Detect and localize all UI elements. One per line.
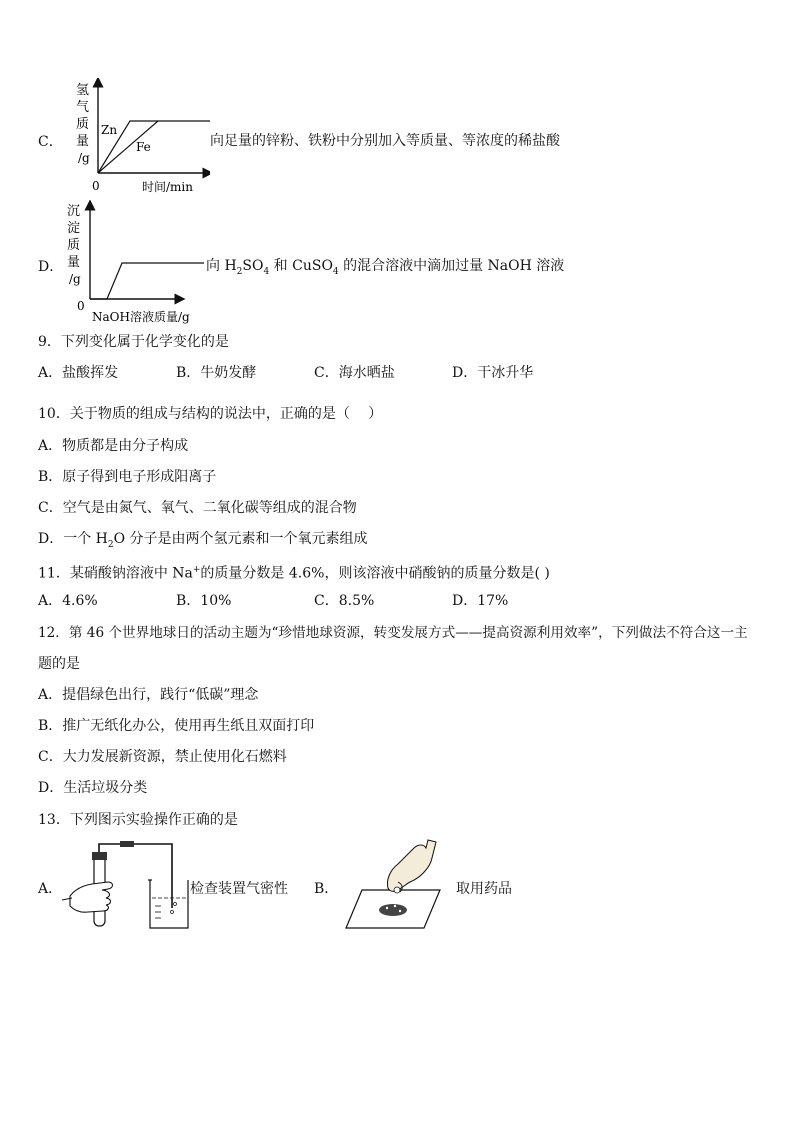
q11-option-d[interactable]: D．17% [452, 593, 509, 609]
q13-airtightness-apparatus-illustration [62, 838, 192, 933]
q13-option-a-label: 检查装置气密性 [190, 881, 288, 897]
q8c-ylabel-1: 氢 [76, 83, 90, 98]
q8d-origin: 0 [77, 299, 85, 313]
q8c-zn-label: Zn [101, 123, 118, 137]
q8-option-d-letter: D． [38, 259, 64, 275]
q8-option-c-graph [70, 78, 210, 198]
q11-option-a[interactable]: A．4.6% [38, 593, 98, 609]
q11-stem: 11．某硝酸钠溶液中 Na+的质量分数是 4.6%，则该溶液中硝酸钠的质量分数是( ) [38, 565, 550, 582]
q11-option-b[interactable]: B．10% [176, 593, 232, 609]
q12-stem-line-2: 题的是 [38, 656, 80, 672]
q10-stem: 10．关于物质的组成与结构的说法中，正确的是（ ） [38, 406, 383, 422]
q8-option-c-description: 向足量的锌粉、铁粉中分别加入等质量、等浓度的稀盐酸 [210, 133, 560, 149]
q8c-ylabel-3: 质 [76, 117, 90, 132]
q13-option-b-letter[interactable]: B． [314, 881, 339, 897]
q8c-origin: 0 [92, 179, 100, 193]
q8-option-c-letter: C． [38, 134, 63, 150]
q8-option-d-graph [62, 200, 212, 325]
q8d-xlabel: NaOH溶液质量/g [92, 310, 190, 324]
q8d-ylabel-1: 沉 [67, 204, 81, 219]
q12-option-c[interactable]: C．大力发展新资源，禁止使用化石燃料 [38, 749, 287, 765]
q8d-ylabel-3: 质 [67, 238, 81, 253]
q13-option-a-letter[interactable]: A． [38, 881, 63, 897]
q12-option-b[interactable]: B．推广无纸化办公，使用再生纸且双面打印 [38, 718, 315, 734]
q11-option-c[interactable]: C．8.5% [314, 593, 375, 609]
q8c-ylabel-4: 量 [76, 134, 90, 149]
q8d-ylabel-4: 量 [67, 255, 81, 270]
q13-option-b-label: 取用药品 [456, 881, 512, 897]
q12-option-d[interactable]: D．生活垃圾分类 [38, 780, 148, 796]
q10-option-c[interactable]: C．空气是由氮气、氧气、二氧化碳等组成的混合物 [38, 500, 357, 516]
q12-stem-line-1: 12．第 46 个世界地球日的活动主题为“珍惜地球资源，转变发展方式——提高资源利用效率”，下列做法不符合这一主 [38, 625, 748, 641]
q8d-precipitate-line [90, 263, 204, 299]
q9-option-a[interactable]: A．盐酸挥发 [38, 365, 119, 381]
q12-option-a[interactable]: A．提倡绿色出行，践行“低碳”理念 [38, 687, 259, 703]
q9-option-b[interactable]: B．牛奶发酵 [176, 365, 257, 381]
q13-stem: 13．下列图示实验操作正确的是 [38, 812, 238, 828]
q10-option-b[interactable]: B．原子得到电子形成阳离子 [38, 469, 217, 485]
q8c-xlabel: 时间/min [142, 180, 193, 194]
q9-stem: 9．下列变化属于化学变化的是 [38, 334, 229, 350]
q8c-ylabel-5: /g [78, 151, 90, 165]
q9-option-c[interactable]: C．海水晒盐 [314, 365, 395, 381]
q8-option-d-description: 向 $H_2SO_4$ 和 CuSO$_4$ 的混合溶液中滴加过量 NaOH 溶液 [206, 258, 565, 277]
q8c-ylabel-2: 气 [76, 100, 90, 115]
q10-option-a[interactable]: A．物质都是由分子构成 [38, 438, 189, 454]
q8d-ylabel-5: /g [69, 272, 81, 286]
q9-option-d[interactable]: D．干冰升华 [452, 365, 534, 381]
q8c-fe-label: Fe [136, 140, 151, 154]
q10-option-d[interactable]: D．一个 $H_2O$ 分子是由两个氢元素和一个氧元素组成 [38, 531, 368, 550]
q13-take-reagent-illustration [340, 838, 450, 933]
q8d-ylabel-2: 淀 [67, 221, 81, 236]
